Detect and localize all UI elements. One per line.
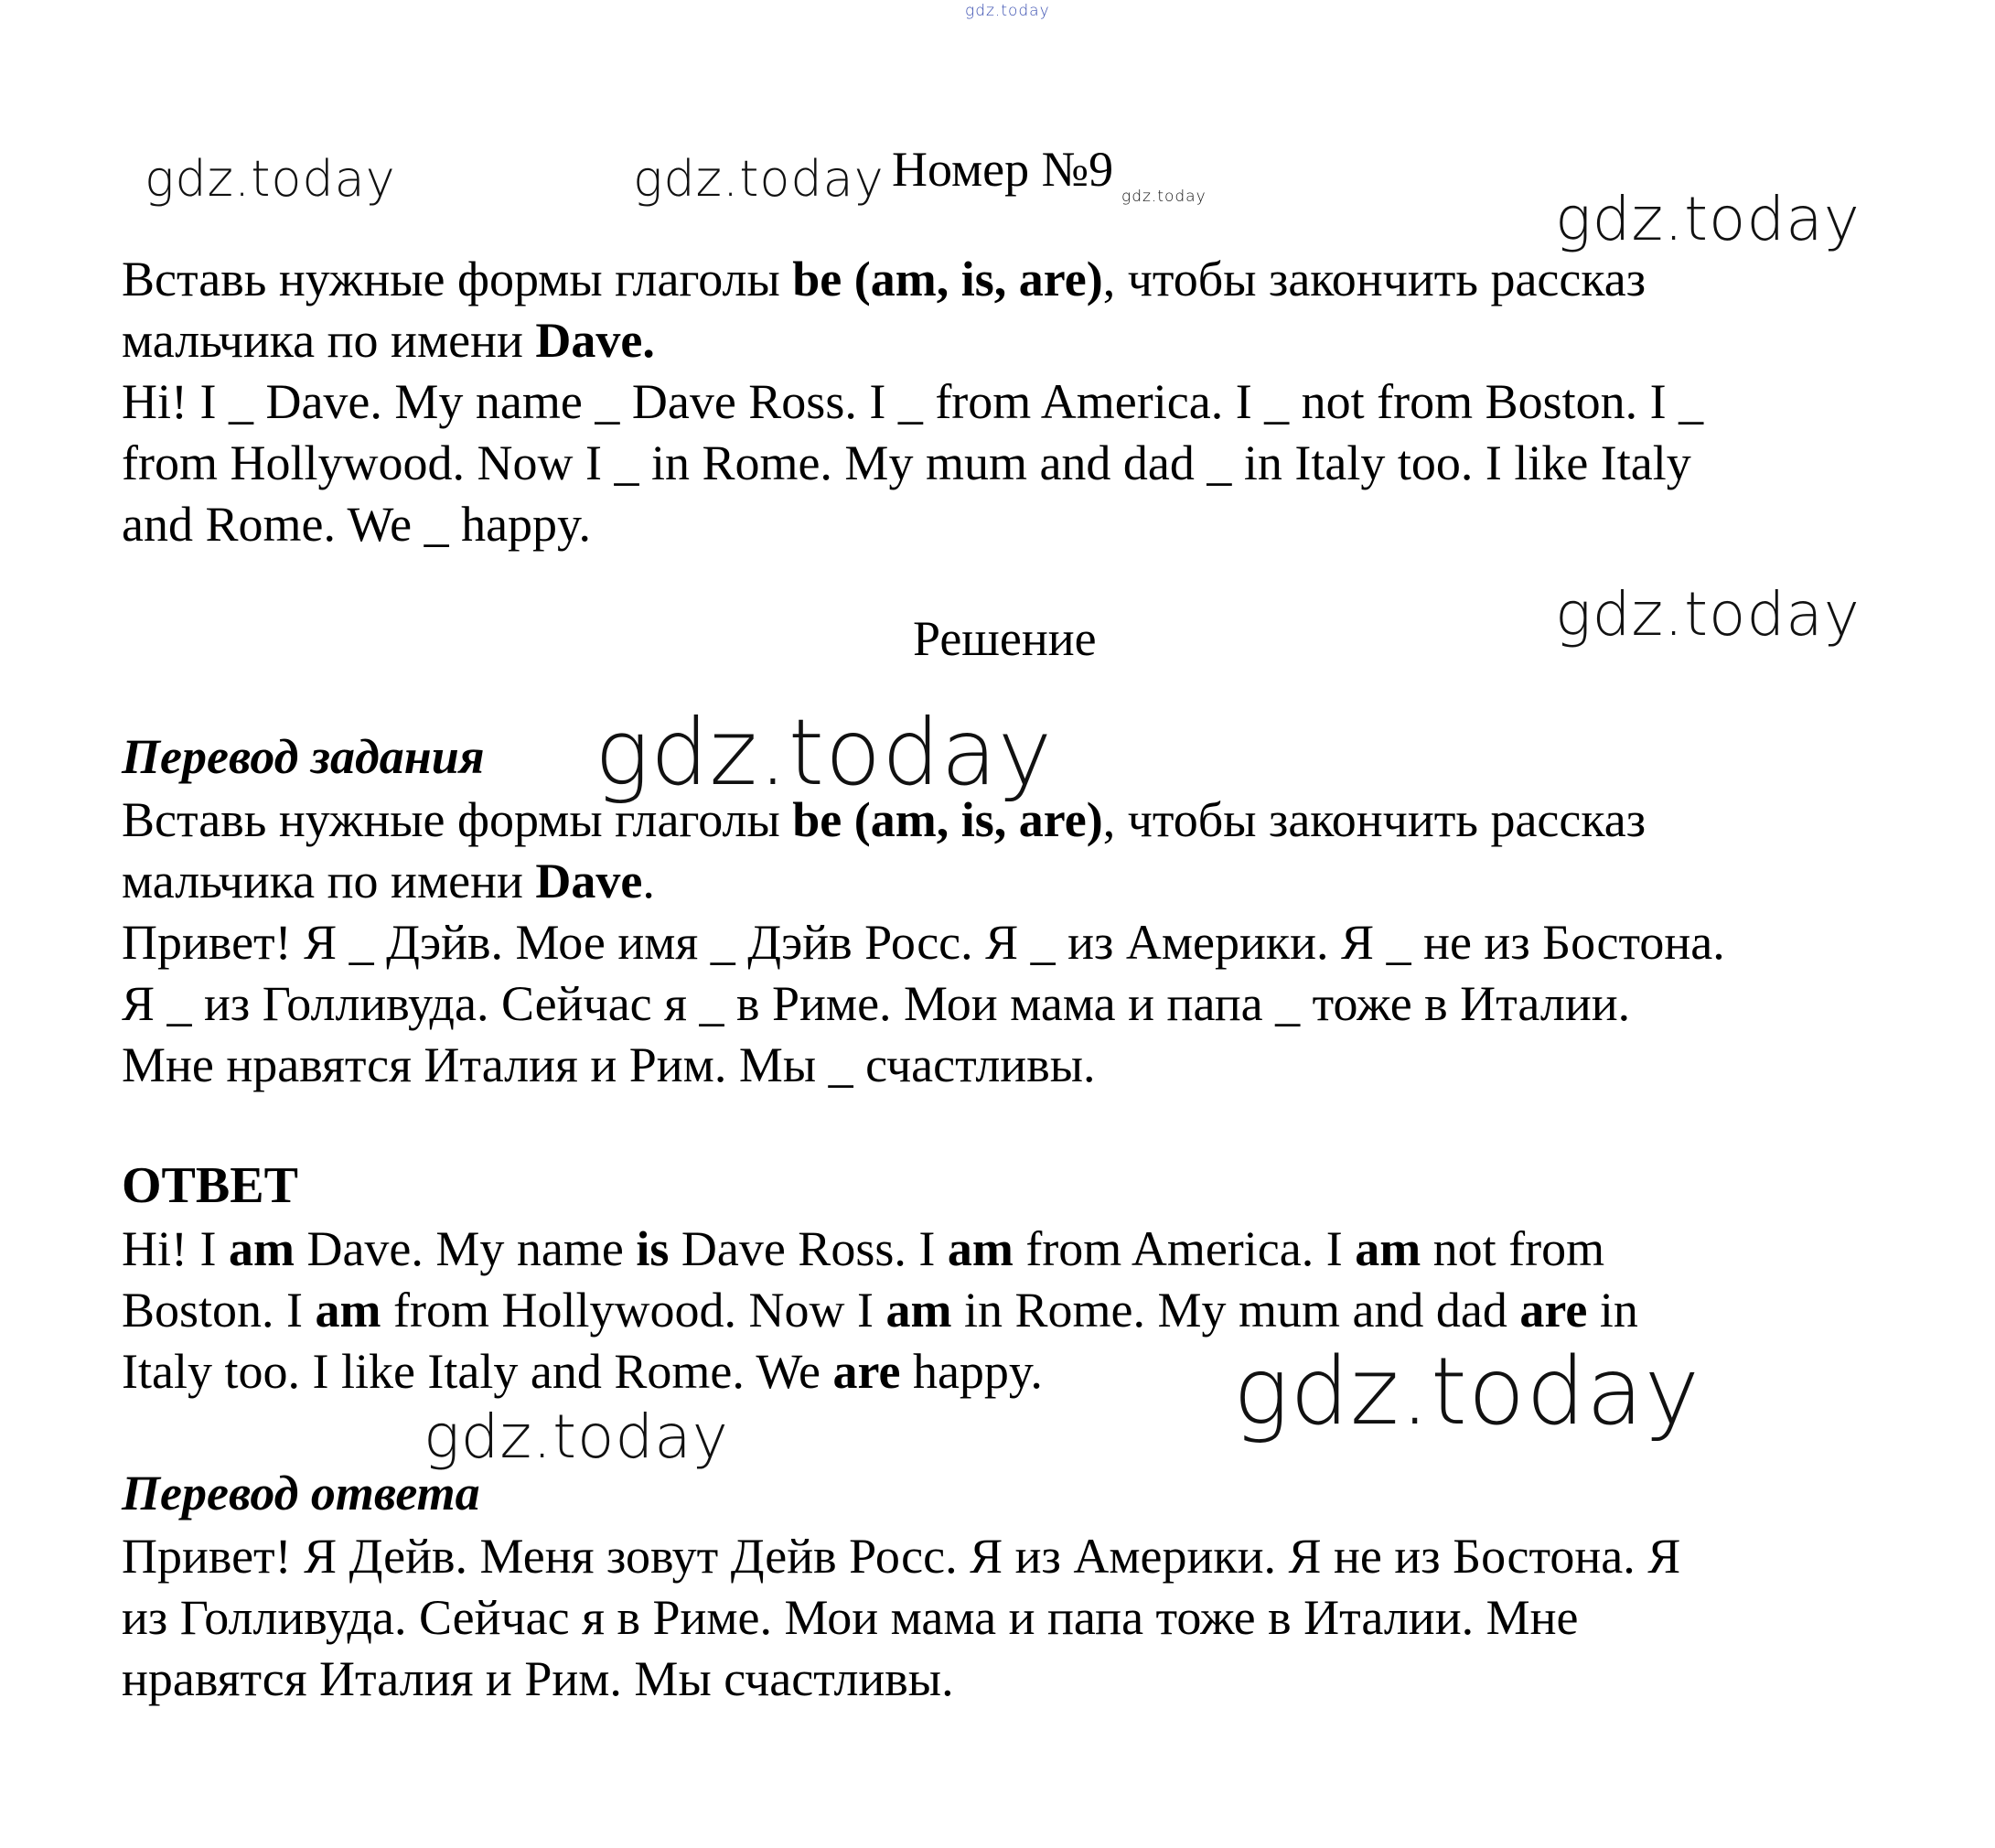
task-translation-paragraph: Вставь нужные формы глаголы be (am, is, are), чтобы закончить рассказ мальчика по имени Dave. Привет! Я _ Дэйв. Мое имя _ Дэйв Росс. Я _ из Америки. Я _ не из Бостона. Я _ из Голливуда. Сейчас я _ в Риме. Мои мама и папа _ тоже в Италии. Мне нравятся Италия и Рим. Мы _ счастливы. [122,792,1725,1092]
watermark: gdz.today [633,150,885,208]
watermark: gdz.today [145,150,396,208]
watermark-large: gdz.today [1233,1338,1700,1446]
watermark-top: gdz.today [965,2,1050,20]
watermark-large: gdz.today [595,699,1054,806]
watermark: gdz.today [1555,184,1861,254]
task-paragraph: Вставь нужные формы глаголы be (am, is, are), чтобы закончить рассказ мальчика по имени Dave. Hi! I _ Dave. My name _ Dave Ross. I _ from America. I _ not from Boston. I _ from Hollywood. Now I _ in Rome. My mum and dad _ in Italy too. I like Italy and Rome. We _ happy. [122,252,1704,552]
answer-heading: ОТВЕТ [122,1157,298,1214]
page-title: Номер №9 [892,142,1114,197]
watermark-small: gdz.today [1121,188,1207,206]
watermark: gdz.today [1555,579,1861,650]
answer-paragraph: Hi! I am Dave. My name is Dave Ross. I am from America. I am not from Boston. I am from Hollywood. Now I am in Rome. My mum and dad are in Italy too. I like Italy and Rome. We are happy. [122,1221,1638,1399]
watermark: gdz.today [424,1402,729,1472]
answer-translation-heading: Перевод ответа [122,1466,480,1520]
answer-translation-paragraph: Привет! Я Дейв. Меня зовут Дейв Росс. Я из Америки. Я не из Бостона. Я из Голливуда. Сейчас я в Риме. Мои мама и папа тоже в Италии. Мне нравятся Италия и Рим. Мы счастливы. [122,1529,1681,1706]
task-translation-heading: Перевод задания [122,729,485,784]
solution-heading: Решение [913,611,1097,666]
